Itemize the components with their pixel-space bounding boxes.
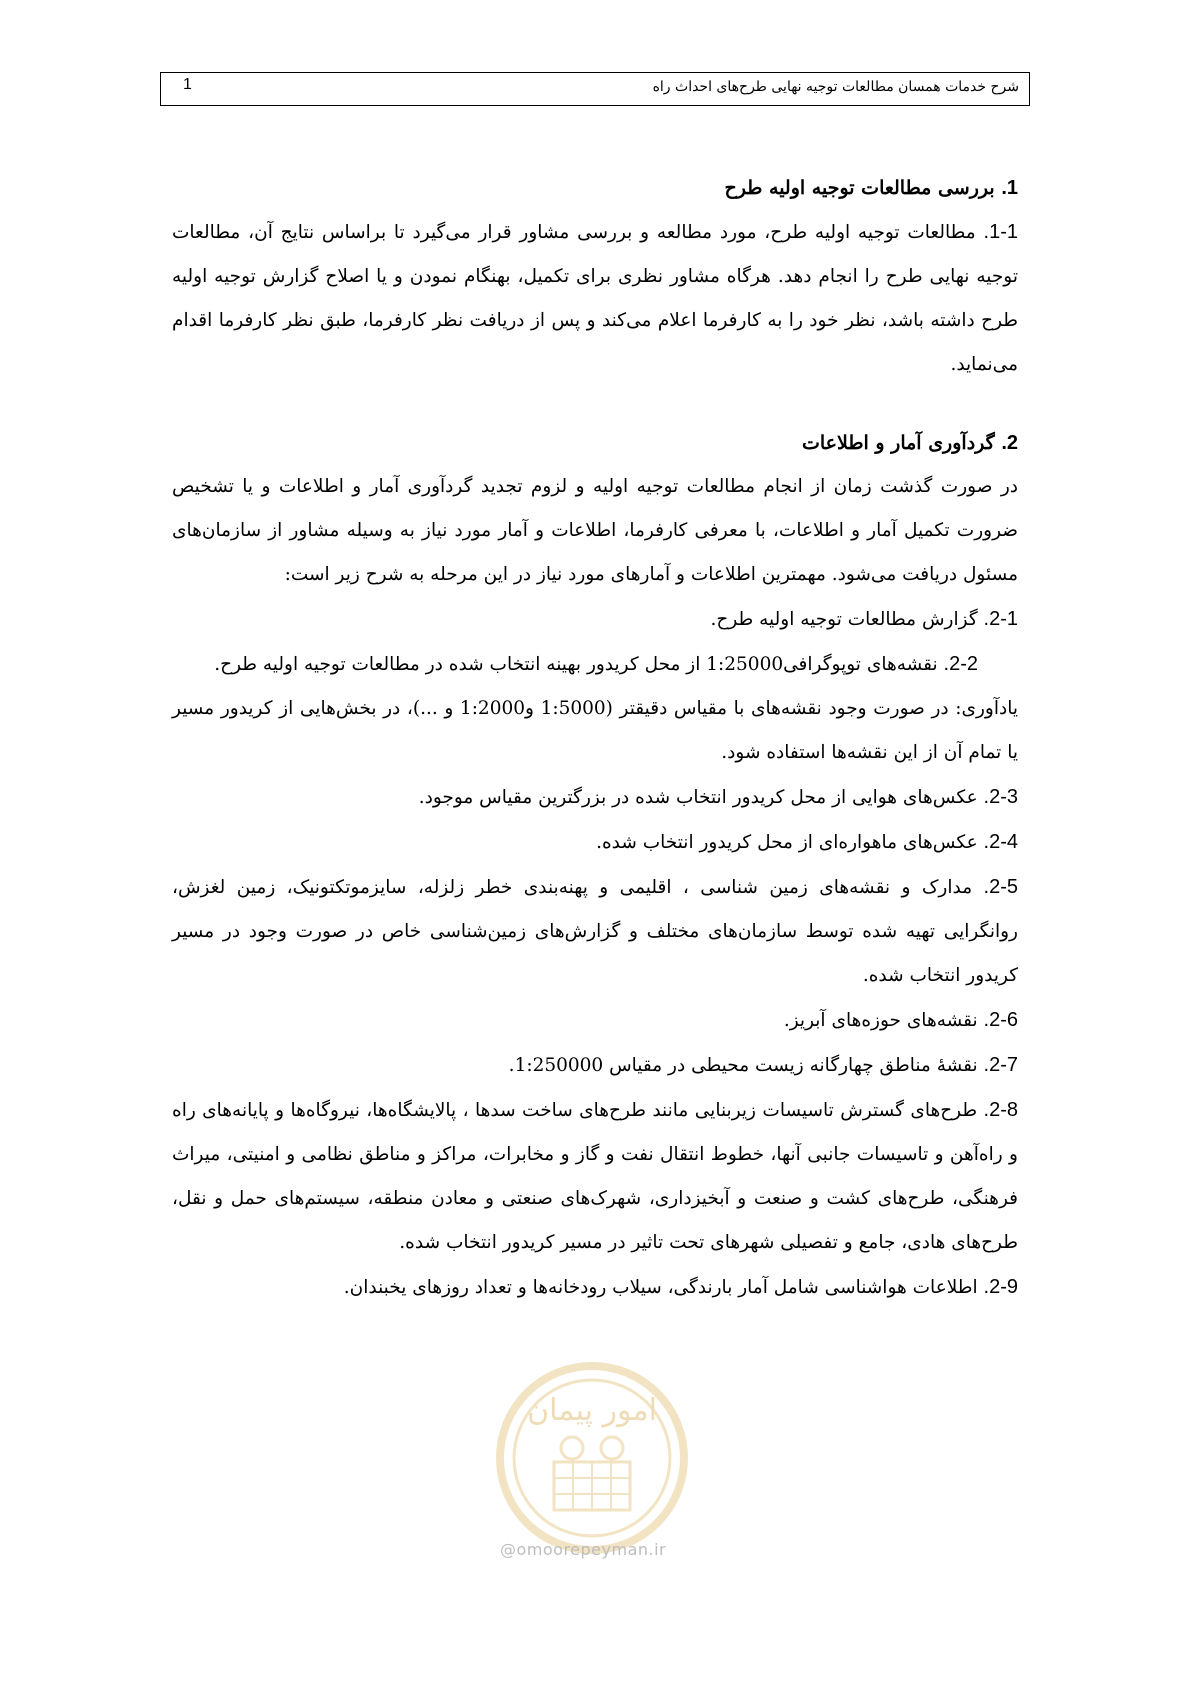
item-text: عکس‌های هوایی از محل کریدور انتخاب شده در بزرگترین مقیاس موجود. [418,787,978,808]
item-text: طرح‌های گسترش تاسیسات زیربنایی مانند طرح‌های ساخت سدها ، پالایشگاه‌ها، نیروگاه‌ها و پایانه‌های راه و راه‌آهن و تاسیسات جانبی آنها، خطوط انتقال نفت و گاز و مخابرات، مراکز و مناطق نظامی و امنیتی، میراث فرهنگی، طرح‌های کشت و صنعت و آبخیزداری، شهرک‌های صنعتی و معادن منطقه، سیستم‌های حمل و نقل، طرح‌های هادی، جامع و تفصیلی شهرهای تحت تاثیر در مسیر کریدور انتخاب شده. [172,1100,1018,1253]
item-text: اطلاعات هواشناسی شامل آمار بارندگی، سیلاب رودخانه‌ها و تعداد روزهای یخبندان. [343,1277,978,1298]
item-number: 2-8. [983,1099,1018,1121]
list-item [172,597,1018,642]
list-item [172,1043,1018,1088]
item-text: نقشهٔ مناطق چهارگانه زیست محیطی در مقیاس 1:250000. [508,1055,978,1076]
list-item [172,820,1018,865]
list-item [172,1088,1018,1265]
note-text: یادآوری: در صورت وجود نقشه‌های با مقیاس دقیقتر (1:5000 و1:2000 و ...)، در بخش‌هایی از کریدور مسیر یا تمام آن از این نقشه‌ها استفاده شود. [172,698,1018,763]
item-text: عکس‌های ماهواره‌ای از محل کریدور انتخاب شده. [596,832,978,853]
item-number: 2-5. [983,876,1018,898]
section-2-title: گردآوری آمار و اطلاعات [802,432,995,454]
item-number: 2-7. [983,1054,1018,1076]
section-2-number: 2. [1001,432,1018,454]
list-item [172,865,1018,998]
item-text: گزارش مطالعات توجیه اولیه طرح. [710,609,978,630]
item-text: مطالعات توجیه اولیه طرح، مورد مطالعه و بررسی مشاور قرار می‌گیرد تا براساس نتایج آن، مطالعات توجیه نهایی طرح را انجام دهد. هرگاه مشاور نظری برای تکمیل، بهنگام نمودن و یا اصلاح گزارش توجیه اولیه طرح داشته باشد، نظر خود را به کارفرما اعلام می‌کند و پس از دریافت نظر کارفرما، طبق نظر کارفرما اقدام می‌نماید. [172,222,1018,375]
watermark-logo-text: امور پیمان [527,1393,657,1428]
section-2-heading [172,421,1018,465]
item-text: مدارک و نقشه‌های زمین شناسی ، اقلیمی و پهنه‌بندی خطر زلزله، سایزموتکتونیک، زمین لغزش، روانگرایی تهیه شده توسط سازمان‌های مختلف و گزارش‌های زمین‌شناسی خاص در صورت وجود در مسیر کریدور انتخاب شده. [172,877,1018,986]
page-number: 1 [183,76,192,93]
section-1-heading [172,166,1018,210]
item-number: 2-1. [983,608,1018,630]
header-title: شرح خدمات همسان مطالعات توجیه نهایی طرح‌های احداث راه [652,79,1019,95]
item-number: 2-2. [943,653,978,675]
watermark-logo-icon [492,1358,692,1558]
item-number: 1-1. [983,221,1018,243]
item-number: 2-6. [983,1009,1018,1031]
item-text: نقشه‌های توپوگرافی1:25000 از محل کریدور بهینه انتخاب شده در مطالعات توجیه اولیه طرح. [214,654,938,675]
list-item [172,642,1018,687]
watermark-text: @omoorepeyman.ir [500,1540,667,1559]
section-1-number: 1. [1001,177,1018,199]
list-item [172,775,1018,820]
list-item [172,998,1018,1043]
page-header [160,72,1030,106]
note-paragraph [172,687,1018,775]
section-1-title: بررسی مطالعات توجیه اولیه طرح [724,177,995,199]
document-body [172,166,1018,1310]
section-1-1-paragraph [172,210,1018,387]
item-text: نقشه‌های حوزه‌های آبریز. [783,1010,978,1031]
item-number: 2-4. [983,831,1018,853]
list-item [172,1265,1018,1310]
item-number: 2-3. [983,786,1018,808]
item-number: 2-9. [983,1276,1018,1298]
section-2-intro: در صورت گذشت زمان از انجام مطالعات توجیه اولیه و لزوم تجدید گردآوری آمار و اطلاعات و یا تشخیص ضرورت تکمیل آمار و اطلاعات، با معرفی کارفرما، اطلاعات و آمار مورد نیاز به وسیله مشاور از سازمان‌های مسئول دریافت می‌شود. مهمترین اطلاعات و آمارهای مورد نیاز در این مرحله به شرح زیر است: [172,476,1018,585]
